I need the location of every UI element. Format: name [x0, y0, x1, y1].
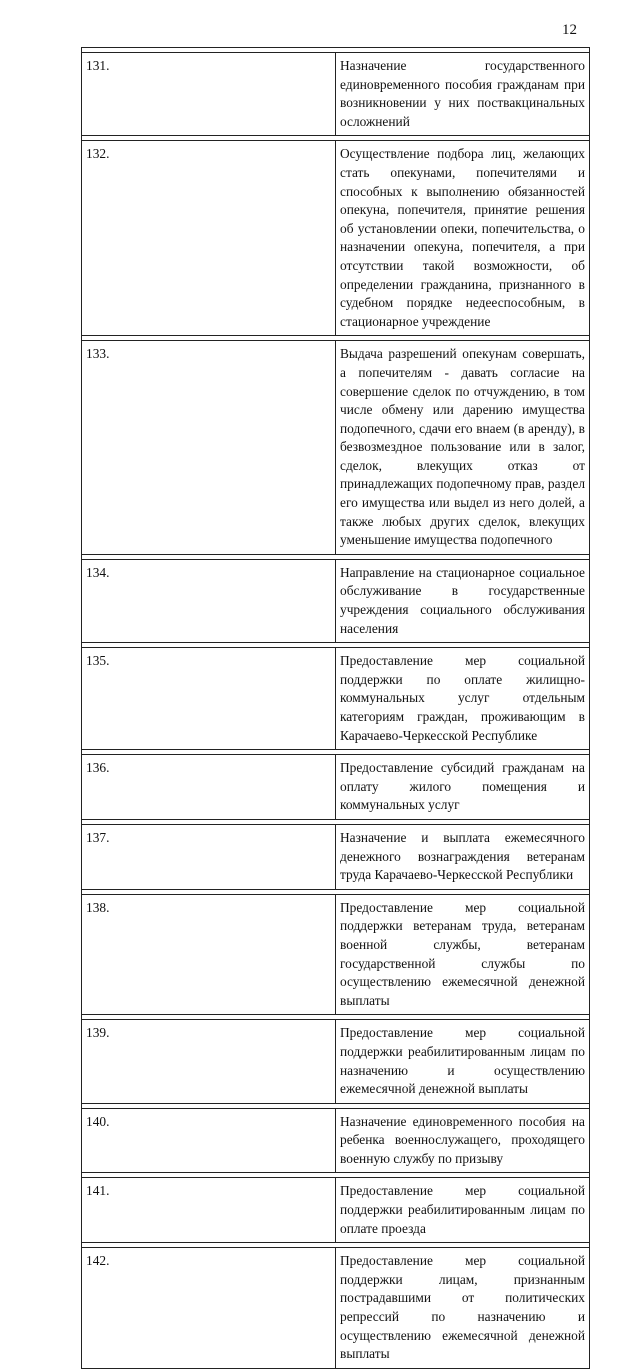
row-text: Предоставление мер социальной поддержки по оплате жилищно-коммунальных услуг отдельным категориям граждан, проживающим в Карачаево-Черкесской Республике [336, 648, 590, 750]
row-text: Предоставление субсидий гражданам на оплату жилого помещения и коммунальных услуг [336, 755, 590, 820]
row-text: Предоставление мер социальной поддержки реабилитированным лицам по оплате проезда [336, 1178, 590, 1243]
row-text: Осуществление подбора лиц, желающих стать опекунами, попечителями и способных к выполнению обязанностей опекуна, попечителя, принятие решения об установлении опеки, попечительства, о назначении опекуна, попечителя, а при отсутствии такой возможности, об определении гражданина, признанного в судебном порядке недееспособным, в стационарное учреждение [336, 141, 590, 336]
table-row [82, 141, 590, 336]
row-number: 134. [82, 559, 336, 642]
table-row [82, 559, 590, 642]
services-table-body [82, 48, 590, 1369]
row-number: 132. [82, 141, 336, 336]
table-row [82, 1178, 590, 1243]
table-row [82, 53, 590, 136]
page-number: 12 [562, 22, 577, 38]
row-number: 133. [82, 341, 336, 555]
row-number: 138. [82, 894, 336, 1015]
row-text: Назначение государственного единовременного пособия гражданам при возникновении у них поствакцинальных осложнений [336, 53, 590, 136]
table-row [82, 341, 590, 555]
table-row [82, 755, 590, 820]
table-row [82, 1108, 590, 1173]
row-number: 140. [82, 1108, 336, 1173]
table-row [82, 648, 590, 750]
row-number: 131. [82, 53, 336, 136]
table-row [82, 824, 590, 889]
row-text: Предоставление мер социальной поддержки ветеранам труда, ветеранам военной службы, ветеранам государственной службы по осуществлению ежемесячной денежной выплаты [336, 894, 590, 1015]
table-row [82, 1020, 590, 1103]
row-number: 142. [82, 1248, 336, 1369]
row-text: Выдача разрешений опекунам совершать, а попечителям - давать согласие на совершение сделок по отчуждению, в том числе обмену или дарению имущества подопечного, сдачи его внаем (в аренду), в безвозмездное пользование или в залог, сделок, влекущих отказ от принадлежащих подопечному прав, раздел его имущества или выдел из него долей, а также любых других сделок, влекущих уменьшение имущества подопечного [336, 341, 590, 555]
row-number: 137. [82, 824, 336, 889]
row-number: 135. [82, 648, 336, 750]
row-text: Назначение единовременного пособия на ребенка военнослужащего, проходящего военную службу по призыву [336, 1108, 590, 1173]
row-text: Направление на стационарное социальное обслуживание в государственные учреждения социального обслуживания населения [336, 559, 590, 642]
row-text: Предоставление мер социальной поддержки реабилитированным лицам по назначению и осуществлению ежемесячной денежной выплаты [336, 1020, 590, 1103]
row-text: Назначение и выплата ежемесячного денежного вознаграждения ветеранам труда Карачаево-Черкесской Республики [336, 824, 590, 889]
row-number: 141. [82, 1178, 336, 1243]
services-table [81, 47, 590, 1369]
row-number: 136. [82, 755, 336, 820]
table-row [82, 1248, 590, 1369]
table-row [82, 894, 590, 1015]
row-text: Предоставление мер социальной поддержки лицам, признанным пострадавшими от политических репрессий по назначению и осуществлению ежемесячной денежной выплаты [336, 1248, 590, 1369]
row-number: 139. [82, 1020, 336, 1103]
